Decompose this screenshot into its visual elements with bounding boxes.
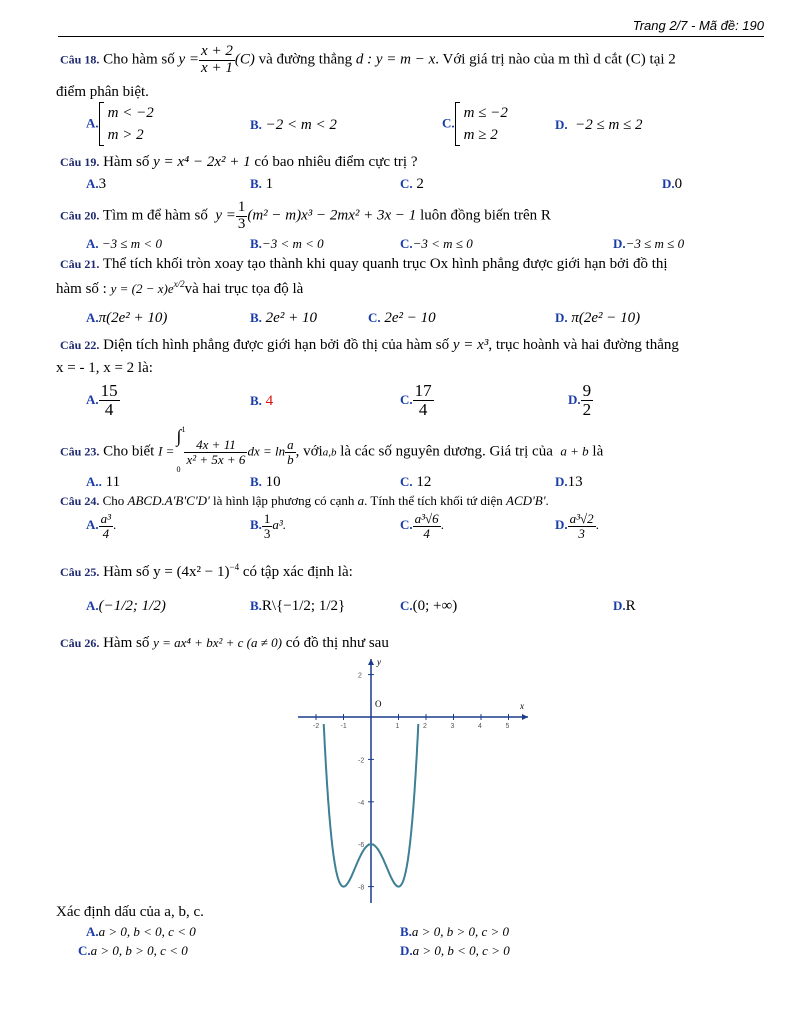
q18-func-lhs: y = bbox=[178, 51, 200, 68]
q19-option-d: D.0 bbox=[662, 176, 683, 192]
q24-option-d: D. $\frac{\text{a³√2}}{3}$ . bbox=[555, 511, 599, 541]
y-axis-arrow bbox=[368, 659, 374, 665]
y-tick-label: -6 bbox=[358, 842, 365, 850]
q26-prompt: Xác định dấu của a, b, c. bbox=[56, 904, 204, 920]
q22-option-d: D. $\frac{9}{2}$ bbox=[568, 381, 592, 419]
origin-label: O bbox=[375, 699, 382, 709]
q18-line2: điểm phân biệt. bbox=[56, 84, 149, 100]
page-header: Trang 2/7 - Mã đề: 190 bbox=[632, 18, 764, 33]
x-tick-label: -2 bbox=[313, 723, 320, 730]
q18-text3: . Với giá trị nào của m thì d cắt (C) tại 2 bbox=[435, 51, 676, 68]
q25-option-c: C.(0; +∞) bbox=[400, 598, 458, 614]
q22-stem: Câu 22. Diện tích hình phẳng được giới hạn bởi đồ thị của hàm số y = x³, trục hoành và hai đường thẳng bbox=[60, 337, 679, 353]
q18-line-eq: d : y = m − x bbox=[355, 51, 436, 68]
q18-text2: và đường thẳng bbox=[258, 51, 353, 68]
q22-option-b: B. 4 bbox=[250, 393, 274, 409]
x-tick-label: 5 bbox=[505, 723, 510, 730]
q24-option-a: A. $\frac{\text{a³}}{4}$ . bbox=[86, 511, 117, 541]
y-axis-label: y bbox=[377, 657, 381, 667]
y-tick-label: 2 bbox=[358, 672, 362, 680]
q19-stem: Câu 19. Hàm số y = x⁴ − 2x² + 1 có bao nhiêu điểm cực trị ? bbox=[60, 154, 418, 170]
y-tick-label: -2 bbox=[358, 757, 365, 765]
q23-option-a: A.. 11 bbox=[86, 474, 121, 490]
q18-option-b: B. −2 < m < 2 bbox=[250, 117, 337, 133]
quartic-graph bbox=[296, 655, 534, 905]
q19-option-b: B. 1 bbox=[250, 176, 274, 192]
q24-stem: Câu 24. Cho ABCD.A'B'C'D' là hình lập phương có cạnh a. Tính thể tích khối tứ diện ACD'B'. bbox=[60, 493, 549, 508]
q21-option-d: D. π(2e² − 10) bbox=[555, 310, 641, 326]
x-tick-label: 1 bbox=[395, 723, 400, 730]
q21-option-a: A.π(2e² + 10) bbox=[86, 310, 168, 326]
q18-number: Câu 18. bbox=[60, 52, 100, 67]
q25-option-d: D.R bbox=[613, 598, 636, 614]
q26-stem: Câu 26. Hàm số y = ax⁴ + bx² + c (a ≠ 0) có đồ thị như sau bbox=[60, 635, 389, 651]
x-tick-label: 4 bbox=[478, 723, 482, 730]
x-tick-label: 2 bbox=[423, 723, 427, 730]
q18-line1 bbox=[60, 44, 676, 77]
x-tick-label: 3 bbox=[450, 723, 455, 730]
q22-stem2: x = - 1, x = 2 là: bbox=[56, 360, 153, 376]
q23-option-d: D.13 bbox=[555, 474, 583, 490]
q18-curve-label: (C) bbox=[234, 51, 255, 68]
q22-option-a: A. $\frac{15}{4}$ bbox=[86, 381, 118, 419]
q22-option-c: C. $\frac{17}{4}$ bbox=[400, 381, 432, 419]
q20-option-d: D.−3 ≤ m ≤ 0 bbox=[613, 236, 685, 251]
q26-option-c: C.a > 0, b > 0, c < 0 bbox=[78, 943, 188, 958]
q25-stem: Câu 25. Hàm số $y = (4x^2 - 1)^{-4}$ có tập xác định là: bbox=[60, 562, 353, 580]
q26-option-d: D.a > 0, b < 0, c > 0 bbox=[400, 943, 510, 958]
q20-stem: Câu 20. Tìm m để hàm số y = $\frac{1}{3}$ (m² − m)x³ − 2mx² + 3x − 1 luôn đồng biến trên R bbox=[60, 199, 551, 232]
q21-option-b: B. 2e² + 10 bbox=[250, 310, 317, 326]
q19-option-a: A.3 bbox=[86, 176, 107, 192]
q25-option-b: B.R\{−1/2; 1/2} bbox=[250, 598, 346, 614]
q23-option-b: B. 10 bbox=[250, 474, 281, 490]
q24-option-b: B. $\frac{1}{3}$ a³. bbox=[250, 511, 287, 541]
q23-stem: Câu 23. Cho biết I = ∫ 1 0 $\frac{4x + 11}{\text{x² + 5x + 6}}$ dx = ln $\frac{a}{b}$ , vớia,b là các số nguyên dương. Giá trị của a + b là bbox=[60, 425, 604, 474]
q21-stem2: hàm số : $y = (2 - x)e^{x/2}và$ hai trục tọa độ là bbox=[56, 279, 304, 297]
q19-option-c: C. 2 bbox=[400, 176, 424, 192]
q26-option-a: A.a > 0, b < 0, c < 0 bbox=[86, 924, 196, 939]
q20-option-a: A. −3 ≤ m < 0 bbox=[86, 236, 162, 251]
y-tick-label: -4 bbox=[358, 799, 365, 807]
y-tick-label: -8 bbox=[358, 884, 365, 892]
q18-option-a: A. m < −2 m > 2 bbox=[86, 102, 154, 146]
q18-text: Cho hàm số bbox=[103, 51, 175, 68]
q20-option-c: C.−3 < m ≤ 0 bbox=[400, 236, 473, 251]
q25-option-a: A.(−1/2; 1/2) bbox=[86, 598, 166, 614]
q26-option-b: B.a > 0, b > 0, c > 0 bbox=[400, 924, 510, 939]
q20-option-b: B.−3 < m < 0 bbox=[250, 236, 324, 251]
x-axis-arrow bbox=[522, 714, 528, 720]
q18-option-d: D. −2 ≤ m ≤ 2 bbox=[555, 117, 643, 133]
q18-option-c: C. m ≤ −2 m ≥ 2 bbox=[442, 102, 508, 146]
q21-stem: Câu 21. Thể tích khối tròn xoay tạo thành khi quay quanh trục Ox hình phẳng được giới hạn bởi đồ thị bbox=[60, 256, 668, 272]
x-tick-label: -1 bbox=[340, 723, 347, 730]
q24-option-c: C. $\frac{\text{a³√6}}{4}$ . bbox=[400, 511, 444, 541]
q23-option-c: C. 12 bbox=[400, 474, 432, 490]
header-rule bbox=[58, 36, 764, 37]
q21-option-c: C. 2e² − 10 bbox=[368, 310, 436, 326]
q18-fraction: $\frac{x + 2}{x + 1}$ bbox=[201, 43, 233, 76]
x-axis-label: x bbox=[520, 701, 524, 711]
